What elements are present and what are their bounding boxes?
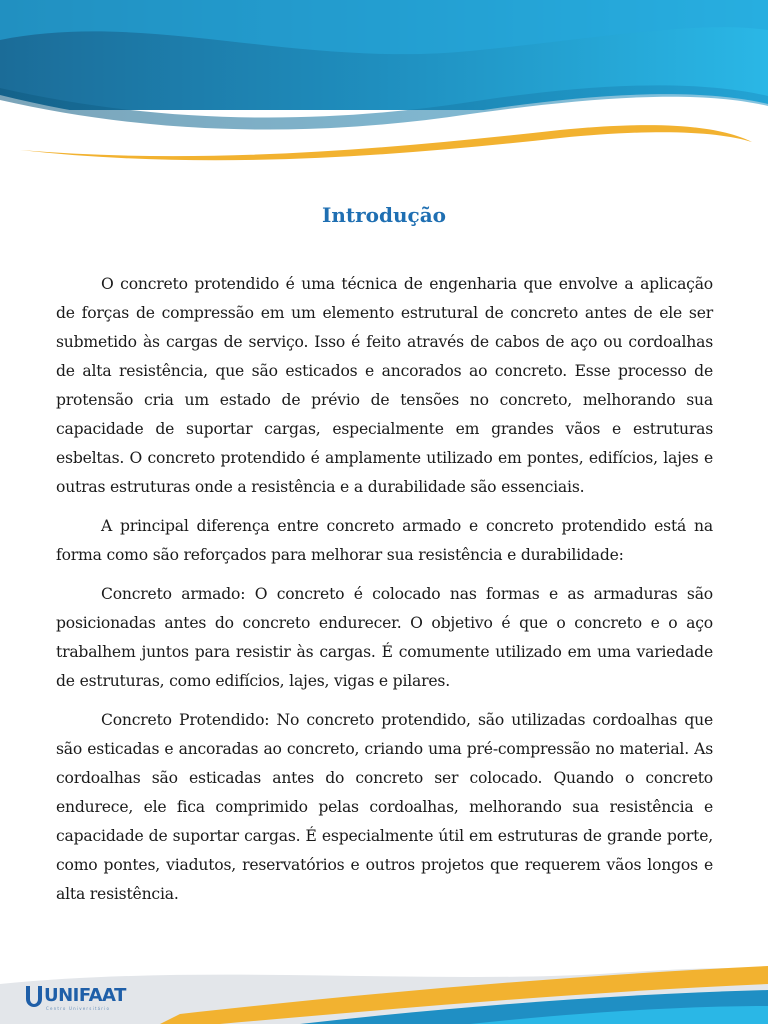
document-body xyxy=(56,270,713,919)
header-wave-decoration xyxy=(0,0,768,175)
paragraph-difference: A principal diferença entre concreto armado e concreto protendido está na forma como são reforçados para melhorar sua resistência e durabilidade: xyxy=(56,517,713,564)
paragraph-intro: O concreto protendido é uma técnica de engenharia que envolve a aplicação de forças de compressão em um elemento estrutural de concreto antes de ele ser submetido às cargas de serviço. Isso é feito através de cabos de aço ou cordoalhas de alta resistência, que são esticados e ancorados ao concreto. Esse processo de protensão cria um estado de prévio de tensões no concreto, melhorando sua capacidade de suportar cargas, especialmente em grandes vãos e estruturas esbeltas. O concreto protendido é amplamente utilizado em pontes, edifícios, lajes e outras estruturas onde a resistência e a durabilidade são essenciais. xyxy=(56,275,713,496)
paragraph-concreto-armado: Concreto armado: O concreto é colocado nas formas e as armaduras são posicionadas antes do concreto endurecer. O objetivo é que o concreto e o aço trabalhem juntos para resistir às cargas. É comumente utilizado em uma variedade de estruturas, como edifícios, lajes, vigas e pilares. xyxy=(56,585,713,690)
page-title: Introdução xyxy=(321,203,446,227)
logo-wordmark: UNIFAAT xyxy=(44,985,126,1006)
logo-mark-icon xyxy=(24,984,44,1008)
logo-tagline: Centro Universitário xyxy=(46,1006,111,1011)
unifaat-logo xyxy=(24,980,134,1016)
paragraph-concreto-protendido: Concreto Protendido: No concreto protendido, são utilizadas cordoalhas que são esticadas e ancoradas ao concreto, criando uma pré-compressão no material. As cordoalhas são esticadas antes do concreto ser colocado. Quando o concreto endurece, ele fica comprimido pelas cordoalhas, melhorando sua resistência e capacidade de suportar cargas. É especialmente útil em estruturas de grande porte, como pontes, viadutos, reservatórios e outros projetos que requerem vãos longos e alta resistência. xyxy=(56,711,713,903)
